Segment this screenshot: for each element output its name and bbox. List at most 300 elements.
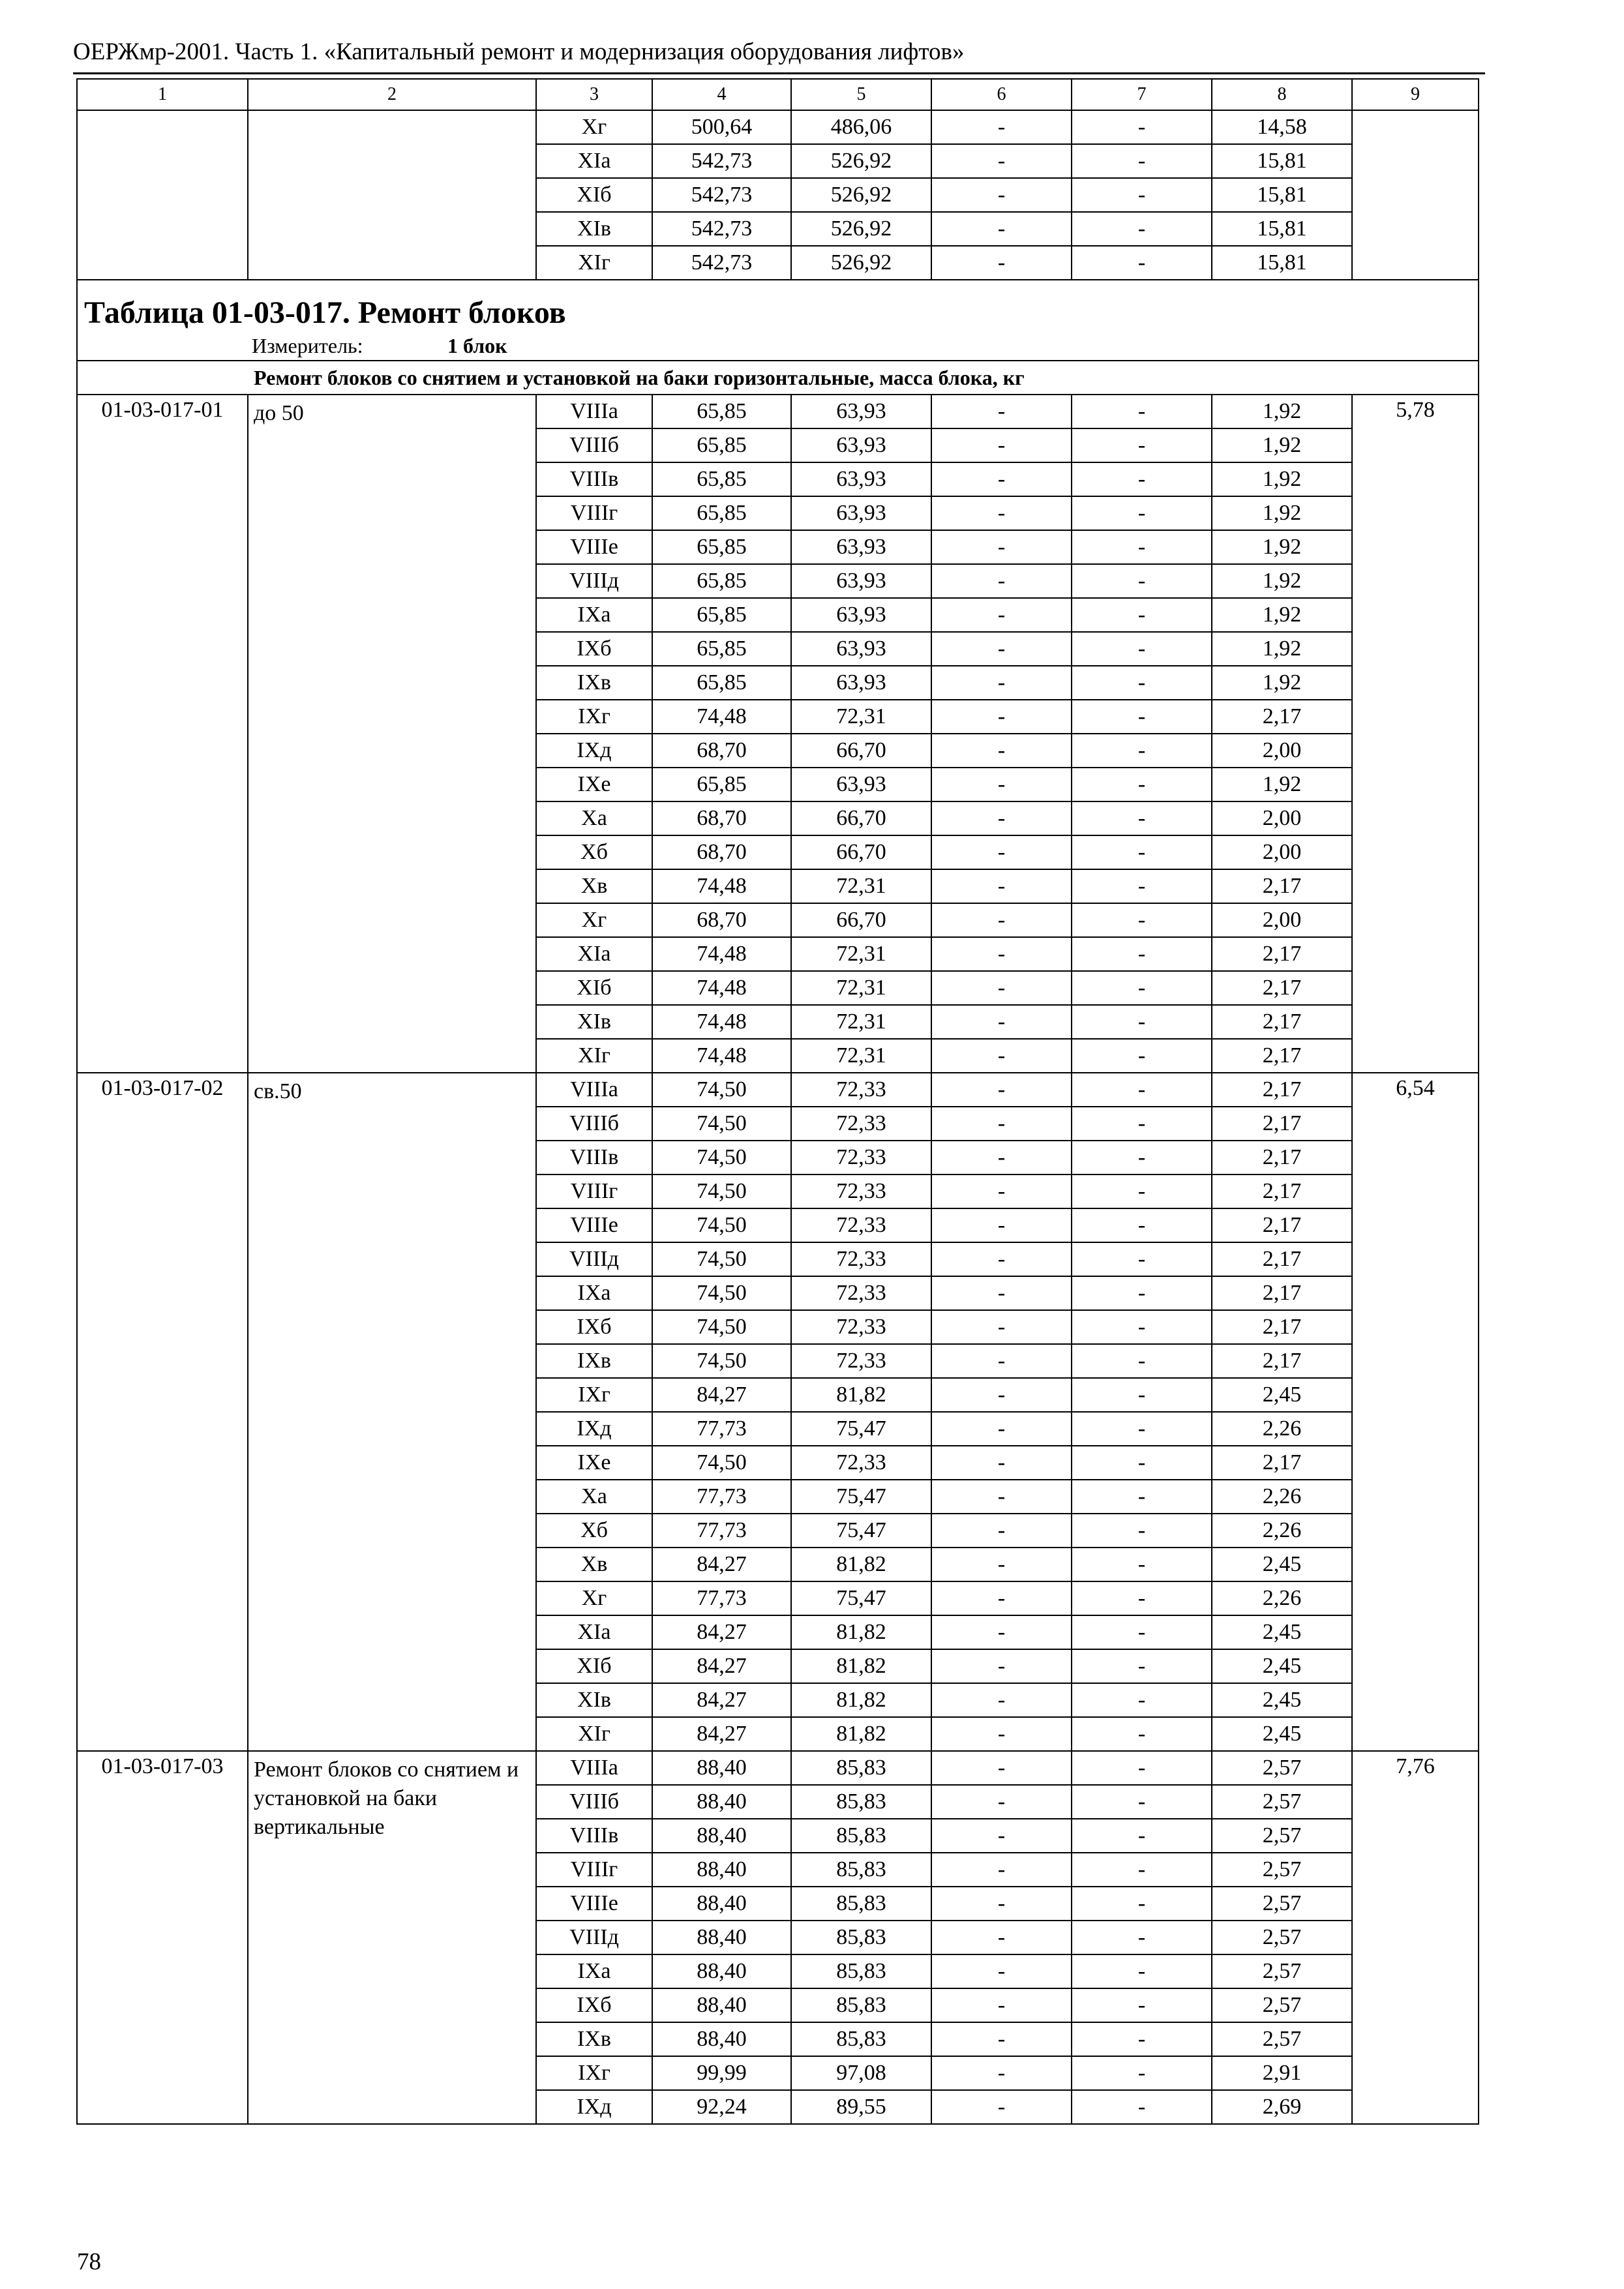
value-cell: XIа — [536, 144, 652, 178]
value-cell: - — [1072, 462, 1212, 496]
value-cell: IXв — [536, 666, 652, 700]
value-cell: 97,08 — [791, 2056, 931, 2090]
value-cell: Xв — [536, 869, 652, 903]
value-cell: - — [931, 768, 1072, 801]
value-cell: 15,81 — [1212, 246, 1352, 280]
value-cell: IXа — [536, 1954, 652, 1988]
value-cell: 2,57 — [1212, 1751, 1352, 1785]
value-cell: - — [1072, 835, 1212, 869]
value-cell: - — [1072, 768, 1212, 801]
value-cell: VIIIв — [536, 1141, 652, 1174]
value-cell: 74,48 — [652, 700, 791, 734]
value-cell: Xб — [536, 835, 652, 869]
value-cell: 72,31 — [791, 700, 931, 734]
value-cell: 84,27 — [652, 1683, 791, 1717]
value-cell: - — [931, 178, 1072, 212]
value-cell: - — [1072, 212, 1212, 246]
value-cell: VIIIе — [536, 1887, 652, 1921]
value-cell: XIг — [536, 1039, 652, 1073]
value-cell: XIг — [536, 246, 652, 280]
value-cell: 77,73 — [652, 1412, 791, 1446]
value-cell: - — [931, 1649, 1072, 1683]
table-row — [77, 110, 1479, 144]
value-cell: 74,48 — [652, 1005, 791, 1039]
value-cell: - — [931, 1988, 1072, 2022]
rate-code: 01-03-017-01 — [77, 395, 248, 1073]
rate-col9: 6,54 — [1352, 1073, 1479, 1751]
value-cell: 2,17 — [1212, 1276, 1352, 1310]
value-cell: - — [931, 1073, 1072, 1107]
column-number-cell: 1 — [77, 79, 248, 110]
value-cell: 2,45 — [1212, 1683, 1352, 1717]
value-cell: 72,31 — [791, 937, 931, 971]
value-cell: 65,85 — [652, 632, 791, 666]
rate-name: до 50 — [248, 395, 536, 1073]
value-cell: 2,17 — [1212, 1174, 1352, 1208]
value-cell: 88,40 — [652, 1819, 791, 1853]
value-cell: 81,82 — [791, 1717, 931, 1751]
value-cell: 66,70 — [791, 801, 931, 835]
value-cell: 2,17 — [1212, 1344, 1352, 1378]
value-cell: - — [931, 700, 1072, 734]
value-cell: 65,85 — [652, 530, 791, 564]
value-cell: 66,70 — [791, 734, 931, 768]
value-cell: - — [1072, 937, 1212, 971]
value-cell: 2,57 — [1212, 1853, 1352, 1887]
value-cell: 2,69 — [1212, 2090, 1352, 2124]
value-cell: 542,73 — [652, 212, 791, 246]
value-cell: - — [931, 212, 1072, 246]
value-cell: - — [931, 462, 1072, 496]
value-cell: 68,70 — [652, 835, 791, 869]
meter-unit: 1 блок — [447, 334, 507, 357]
value-cell: VIIIа — [536, 1073, 652, 1107]
value-cell: - — [931, 1005, 1072, 1039]
value-cell: IXд — [536, 2090, 652, 2124]
value-cell: IXб — [536, 1988, 652, 2022]
value-cell: IXб — [536, 1310, 652, 1344]
header-rule — [73, 72, 1485, 74]
value-cell: 99,99 — [652, 2056, 791, 2090]
value-cell: 72,31 — [791, 869, 931, 903]
value-cell: 81,82 — [791, 1378, 931, 1412]
value-cell: 72,33 — [791, 1344, 931, 1378]
value-cell: 74,50 — [652, 1174, 791, 1208]
value-cell: 486,06 — [791, 110, 931, 144]
value-cell: IXг — [536, 2056, 652, 2090]
value-cell: 2,17 — [1212, 937, 1352, 971]
value-cell: - — [931, 598, 1072, 632]
value-cell: - — [931, 1581, 1072, 1615]
section-row — [77, 361, 1479, 395]
value-cell: - — [931, 1683, 1072, 1717]
value-cell: 2,17 — [1212, 1310, 1352, 1344]
value-cell: - — [931, 1141, 1072, 1174]
value-cell: VIIIе — [536, 530, 652, 564]
value-cell: 84,27 — [652, 1717, 791, 1751]
value-cell: 2,57 — [1212, 1785, 1352, 1819]
value-cell: VIIIе — [536, 1208, 652, 1242]
value-cell: 84,27 — [652, 1378, 791, 1412]
value-cell: XIб — [536, 178, 652, 212]
value-cell: - — [1072, 1514, 1212, 1548]
value-cell: IXе — [536, 1446, 652, 1480]
meter-label: Измеритель: — [252, 334, 363, 357]
value-cell: - — [1072, 110, 1212, 144]
value-cell: - — [1072, 700, 1212, 734]
value-cell: 72,33 — [791, 1242, 931, 1276]
value-cell: VIIIа — [536, 1751, 652, 1785]
column-number-cell: 7 — [1072, 79, 1212, 110]
value-cell: - — [1072, 1548, 1212, 1581]
value-cell: 500,64 — [652, 110, 791, 144]
value-cell: - — [931, 496, 1072, 530]
column-number-cell: 6 — [931, 79, 1072, 110]
page-header: ОЕРЖмр-2001. Часть 1. «Капитальный ремонт и модернизация оборудования лифтов» — [73, 38, 965, 65]
value-cell: 75,47 — [791, 1581, 931, 1615]
value-cell: 75,47 — [791, 1514, 931, 1548]
value-cell: 75,47 — [791, 1412, 931, 1446]
value-cell: 1,92 — [1212, 395, 1352, 428]
value-cell: - — [1072, 1615, 1212, 1649]
value-cell: - — [931, 835, 1072, 869]
value-cell: 2,45 — [1212, 1615, 1352, 1649]
value-cell: - — [931, 1717, 1072, 1751]
value-cell: 2,45 — [1212, 1717, 1352, 1751]
value-cell: - — [1072, 598, 1212, 632]
value-cell: VIIIб — [536, 1107, 652, 1141]
value-cell: 63,93 — [791, 564, 931, 598]
value-cell: - — [1072, 1208, 1212, 1242]
value-cell: 65,85 — [652, 564, 791, 598]
value-cell: 72,33 — [791, 1276, 931, 1310]
value-cell: 72,33 — [791, 1141, 931, 1174]
value-cell: 74,50 — [652, 1073, 791, 1107]
value-cell: Xв — [536, 1548, 652, 1581]
value-cell: VIIIа — [536, 395, 652, 428]
value-cell: 2,17 — [1212, 1039, 1352, 1073]
value-cell: 74,48 — [652, 971, 791, 1005]
page-number: 78 — [77, 2249, 101, 2275]
value-cell: - — [1072, 1446, 1212, 1480]
value-cell: Xг — [536, 903, 652, 937]
value-cell: - — [931, 1954, 1072, 1988]
value-cell: - — [1072, 1412, 1212, 1446]
value-cell: 65,85 — [652, 666, 791, 700]
value-cell: 81,82 — [791, 1683, 931, 1717]
value-cell: - — [931, 734, 1072, 768]
value-cell: - — [1072, 1853, 1212, 1887]
value-cell: VIIIг — [536, 1174, 652, 1208]
value-cell: 77,73 — [652, 1514, 791, 1548]
value-cell: - — [1072, 971, 1212, 1005]
value-cell: - — [1072, 734, 1212, 768]
value-cell: 2,00 — [1212, 801, 1352, 835]
value-cell: 88,40 — [652, 1853, 791, 1887]
value-cell: IXг — [536, 700, 652, 734]
value-cell: VIIIд — [536, 564, 652, 598]
value-cell: Xб — [536, 1514, 652, 1548]
value-cell: 72,33 — [791, 1174, 931, 1208]
value-cell: 74,50 — [652, 1344, 791, 1378]
value-cell: - — [1072, 1921, 1212, 1954]
value-cell: - — [1072, 530, 1212, 564]
value-cell: - — [1072, 1310, 1212, 1344]
value-cell: VIIIд — [536, 1242, 652, 1276]
value-cell: 84,27 — [652, 1649, 791, 1683]
meter-row — [77, 331, 1479, 361]
value-cell: 65,85 — [652, 462, 791, 496]
value-cell: 74,48 — [652, 1039, 791, 1073]
value-cell: - — [931, 869, 1072, 903]
value-cell: XIв — [536, 1683, 652, 1717]
value-cell: - — [1072, 1819, 1212, 1853]
value-cell: 63,93 — [791, 598, 931, 632]
value-cell: 2,17 — [1212, 700, 1352, 734]
value-cell: - — [1072, 2022, 1212, 2056]
value-cell: VIIIг — [536, 496, 652, 530]
value-cell: 74,50 — [652, 1276, 791, 1310]
value-cell: - — [1072, 1039, 1212, 1073]
value-cell: 1,92 — [1212, 428, 1352, 462]
value-cell: 526,92 — [791, 144, 931, 178]
value-cell: 2,57 — [1212, 2022, 1352, 2056]
value-cell: 85,83 — [791, 1988, 931, 2022]
section-title: Ремонт блоков со снятием и установкой на баки горизонтальные, масса блока, кг — [254, 366, 1025, 389]
value-cell: 74,50 — [652, 1107, 791, 1141]
rate-name: св.50 — [248, 1073, 536, 1751]
value-cell: - — [1072, 632, 1212, 666]
value-cell: - — [931, 428, 1072, 462]
value-cell: 526,92 — [791, 246, 931, 280]
value-cell: IXа — [536, 1276, 652, 1310]
value-cell: 2,00 — [1212, 835, 1352, 869]
value-cell: - — [931, 1819, 1072, 1853]
value-cell: - — [1072, 903, 1212, 937]
value-cell: 92,24 — [652, 2090, 791, 2124]
value-cell: - — [1072, 666, 1212, 700]
rate-name: Ремонт блоков со снятием и установкой на баки вертикальные — [248, 1751, 536, 2124]
column-number-row — [77, 79, 1479, 110]
value-cell: 68,70 — [652, 734, 791, 768]
value-cell: 81,82 — [791, 1548, 931, 1581]
value-cell: - — [931, 1615, 1072, 1649]
value-cell: VIIIб — [536, 428, 652, 462]
value-cell: - — [931, 530, 1072, 564]
value-cell: 63,93 — [791, 395, 931, 428]
value-cell: - — [931, 1310, 1072, 1344]
value-cell: 2,57 — [1212, 1887, 1352, 1921]
value-cell: - — [931, 1446, 1072, 1480]
value-cell: 2,57 — [1212, 1921, 1352, 1954]
value-cell: 65,85 — [652, 428, 791, 462]
value-cell: - — [931, 1480, 1072, 1514]
value-cell: - — [931, 1412, 1072, 1446]
value-cell: - — [931, 110, 1072, 144]
value-cell: 2,17 — [1212, 1446, 1352, 1480]
value-cell: 74,48 — [652, 869, 791, 903]
value-cell: 88,40 — [652, 1954, 791, 1988]
value-cell: Xг — [536, 1581, 652, 1615]
value-cell: 77,73 — [652, 1480, 791, 1514]
value-cell: 72,33 — [791, 1310, 931, 1344]
value-cell: IXд — [536, 734, 652, 768]
value-cell: 72,33 — [791, 1208, 931, 1242]
value-cell: 85,83 — [791, 2022, 931, 2056]
value-cell: XIа — [536, 937, 652, 971]
value-cell: VIIIв — [536, 462, 652, 496]
value-cell: 88,40 — [652, 1988, 791, 2022]
value-cell: - — [1072, 496, 1212, 530]
value-cell: - — [1072, 1649, 1212, 1683]
value-cell: 15,81 — [1212, 144, 1352, 178]
value-cell: - — [931, 971, 1072, 1005]
value-cell: VIIIд — [536, 1921, 652, 1954]
rate-col9: 7,76 — [1352, 1751, 1479, 2124]
value-cell: IXб — [536, 632, 652, 666]
value-cell: 63,93 — [791, 632, 931, 666]
value-cell: 72,33 — [791, 1073, 931, 1107]
value-cell: 526,92 — [791, 178, 931, 212]
value-cell: - — [1072, 1581, 1212, 1615]
value-cell: 2,57 — [1212, 1988, 1352, 2022]
value-cell: 2,17 — [1212, 1242, 1352, 1276]
value-cell: - — [931, 801, 1072, 835]
value-cell: - — [931, 2090, 1072, 2124]
value-cell: 74,50 — [652, 1242, 791, 1276]
column-number-cell: 8 — [1212, 79, 1352, 110]
value-cell: 65,85 — [652, 598, 791, 632]
value-cell: 77,73 — [652, 1581, 791, 1615]
value-cell: - — [1072, 1107, 1212, 1141]
value-cell: 74,50 — [652, 1141, 791, 1174]
value-cell: - — [931, 144, 1072, 178]
value-cell: - — [931, 903, 1072, 937]
value-cell: - — [931, 937, 1072, 971]
value-cell: IXг — [536, 1378, 652, 1412]
value-cell: 89,55 — [791, 2090, 931, 2124]
value-cell: 88,40 — [652, 1785, 791, 1819]
value-cell: 88,40 — [652, 1921, 791, 1954]
value-cell: - — [931, 632, 1072, 666]
value-cell: 2,91 — [1212, 2056, 1352, 2090]
value-cell: 72,33 — [791, 1446, 931, 1480]
value-cell: 85,83 — [791, 1853, 931, 1887]
value-cell: 66,70 — [791, 903, 931, 937]
value-cell: - — [931, 1378, 1072, 1412]
value-cell: 68,70 — [652, 801, 791, 835]
value-cell: - — [1072, 564, 1212, 598]
value-cell: 2,57 — [1212, 1954, 1352, 1988]
value-cell: 66,70 — [791, 835, 931, 869]
value-cell: - — [1072, 801, 1212, 835]
value-cell: XIв — [536, 212, 652, 246]
table-title: Таблица 01-03-017. Ремонт блоков — [77, 280, 1479, 331]
value-cell: IXв — [536, 1344, 652, 1378]
value-cell: - — [1072, 1276, 1212, 1310]
value-cell: 2,17 — [1212, 1107, 1352, 1141]
value-cell: - — [931, 1208, 1072, 1242]
value-cell: 2,17 — [1212, 869, 1352, 903]
value-cell: 63,93 — [791, 768, 931, 801]
value-cell: XIг — [536, 1717, 652, 1751]
section-cell — [77, 361, 1479, 395]
value-cell: 2,17 — [1212, 1141, 1352, 1174]
name-cell-empty — [248, 110, 536, 280]
rate-code: 01-03-017-02 — [77, 1073, 248, 1751]
value-cell: - — [931, 1853, 1072, 1887]
value-cell: 2,26 — [1212, 1514, 1352, 1548]
value-cell: IXа — [536, 598, 652, 632]
value-cell: 63,93 — [791, 428, 931, 462]
value-cell: - — [931, 2056, 1072, 2090]
value-cell: 1,92 — [1212, 564, 1352, 598]
value-cell: 2,17 — [1212, 1208, 1352, 1242]
table-body — [77, 79, 1479, 2124]
value-cell: 1,92 — [1212, 768, 1352, 801]
value-cell: Xа — [536, 801, 652, 835]
value-cell: 2,26 — [1212, 1412, 1352, 1446]
value-cell: - — [1072, 428, 1212, 462]
value-cell: 2,17 — [1212, 1005, 1352, 1039]
value-cell: XIв — [536, 1005, 652, 1039]
column-number-cell: 4 — [652, 79, 791, 110]
value-cell: IXд — [536, 1412, 652, 1446]
value-cell: - — [931, 1751, 1072, 1785]
value-cell: 85,83 — [791, 1954, 931, 1988]
value-cell: 1,92 — [1212, 496, 1352, 530]
value-cell: XIб — [536, 971, 652, 1005]
rates-table — [76, 78, 1479, 2125]
value-cell: - — [931, 1344, 1072, 1378]
value-cell: 72,31 — [791, 971, 931, 1005]
value-cell: 85,83 — [791, 1785, 931, 1819]
value-cell: 84,27 — [652, 1548, 791, 1581]
value-cell: - — [1072, 1005, 1212, 1039]
value-cell: 2,45 — [1212, 1548, 1352, 1581]
value-cell: - — [1072, 1141, 1212, 1174]
value-cell: - — [1072, 2056, 1212, 2090]
value-cell: - — [1072, 2090, 1212, 2124]
value-cell: - — [1072, 395, 1212, 428]
value-cell: - — [931, 395, 1072, 428]
value-cell: - — [1072, 1717, 1212, 1751]
rate-code: 01-03-017-03 — [77, 1751, 248, 2124]
value-cell: 15,81 — [1212, 212, 1352, 246]
value-cell: - — [931, 1107, 1072, 1141]
value-cell: - — [1072, 869, 1212, 903]
value-cell: - — [1072, 246, 1212, 280]
value-cell: 2,57 — [1212, 1819, 1352, 1853]
value-cell: - — [931, 1242, 1072, 1276]
value-cell: - — [1072, 1378, 1212, 1412]
value-cell: 88,40 — [652, 2022, 791, 2056]
value-cell: 65,85 — [652, 496, 791, 530]
value-cell: - — [931, 666, 1072, 700]
value-cell: - — [1072, 1344, 1212, 1378]
value-cell: IXв — [536, 2022, 652, 2056]
value-cell: 65,85 — [652, 768, 791, 801]
value-cell: 1,92 — [1212, 530, 1352, 564]
value-cell: 81,82 — [791, 1649, 931, 1683]
value-cell: - — [931, 1514, 1072, 1548]
value-cell: - — [931, 1548, 1072, 1581]
value-cell: 68,70 — [652, 903, 791, 937]
value-cell: - — [1072, 144, 1212, 178]
value-cell: - — [1072, 1751, 1212, 1785]
value-cell: VIIIв — [536, 1819, 652, 1853]
value-cell: 2,45 — [1212, 1649, 1352, 1683]
